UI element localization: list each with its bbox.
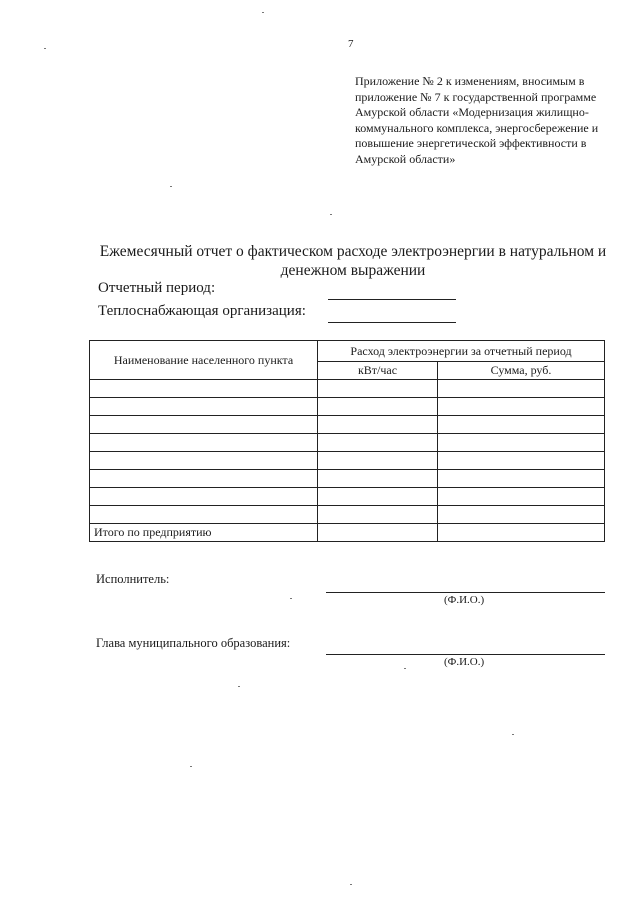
head-signature-line: [326, 654, 605, 655]
header-settlement: Наименование населенного пункта: [90, 341, 318, 380]
table-row: [90, 434, 605, 452]
page-number: 7: [348, 38, 354, 50]
appendix-note: Приложение № 2 к изменениям, вносимым в приложение № 7 к государственной программе Амурской области «Модернизация жилищно-коммунального комплекса, энергосбережение и повышение энергетической эффективности в Амурской области»: [355, 74, 599, 166]
table-row: [90, 506, 605, 524]
scan-speck: [262, 12, 264, 13]
scan-speck: [404, 668, 406, 669]
total-row: [90, 524, 605, 542]
consumption-table: [89, 340, 605, 542]
head-caption: (Ф.И.О.): [444, 656, 485, 668]
organization-line: [328, 322, 456, 323]
scan-speck: [350, 884, 352, 885]
scan-speck: [238, 686, 240, 687]
scan-speck: [170, 186, 172, 187]
scan-speck: [330, 214, 332, 215]
reporting-period-line: [328, 299, 456, 300]
table-row: [90, 416, 605, 434]
scan-speck: [44, 48, 46, 49]
table-row: [90, 380, 605, 398]
reporting-period-label: Отчетный период:: [98, 280, 216, 296]
header-sum: Сумма, руб.: [438, 362, 605, 380]
header-consumption: Расход электроэнергии за отчетный период: [318, 341, 605, 362]
executor-caption: (Ф.И.О.): [444, 594, 485, 606]
total-label: Итого по предприятию: [90, 524, 318, 542]
organization-label: Теплоснабжающая организация:: [98, 303, 306, 319]
scan-speck: [512, 734, 514, 735]
header-kwh: кВт/час: [318, 362, 438, 380]
table-row: [90, 470, 605, 488]
head-label: Глава муниципального образования:: [96, 636, 291, 650]
executor-signature-line: [326, 592, 605, 593]
table-row: [90, 398, 605, 416]
table-row: [90, 452, 605, 470]
report-title: Ежемесячный отчет о фактическом расходе электроэнергии в натуральном и денежном выражении: [99, 243, 607, 279]
table-row: [90, 488, 605, 506]
scan-speck: [190, 766, 192, 767]
scan-speck: [290, 598, 292, 599]
executor-label: Исполнитель:: [96, 572, 170, 586]
